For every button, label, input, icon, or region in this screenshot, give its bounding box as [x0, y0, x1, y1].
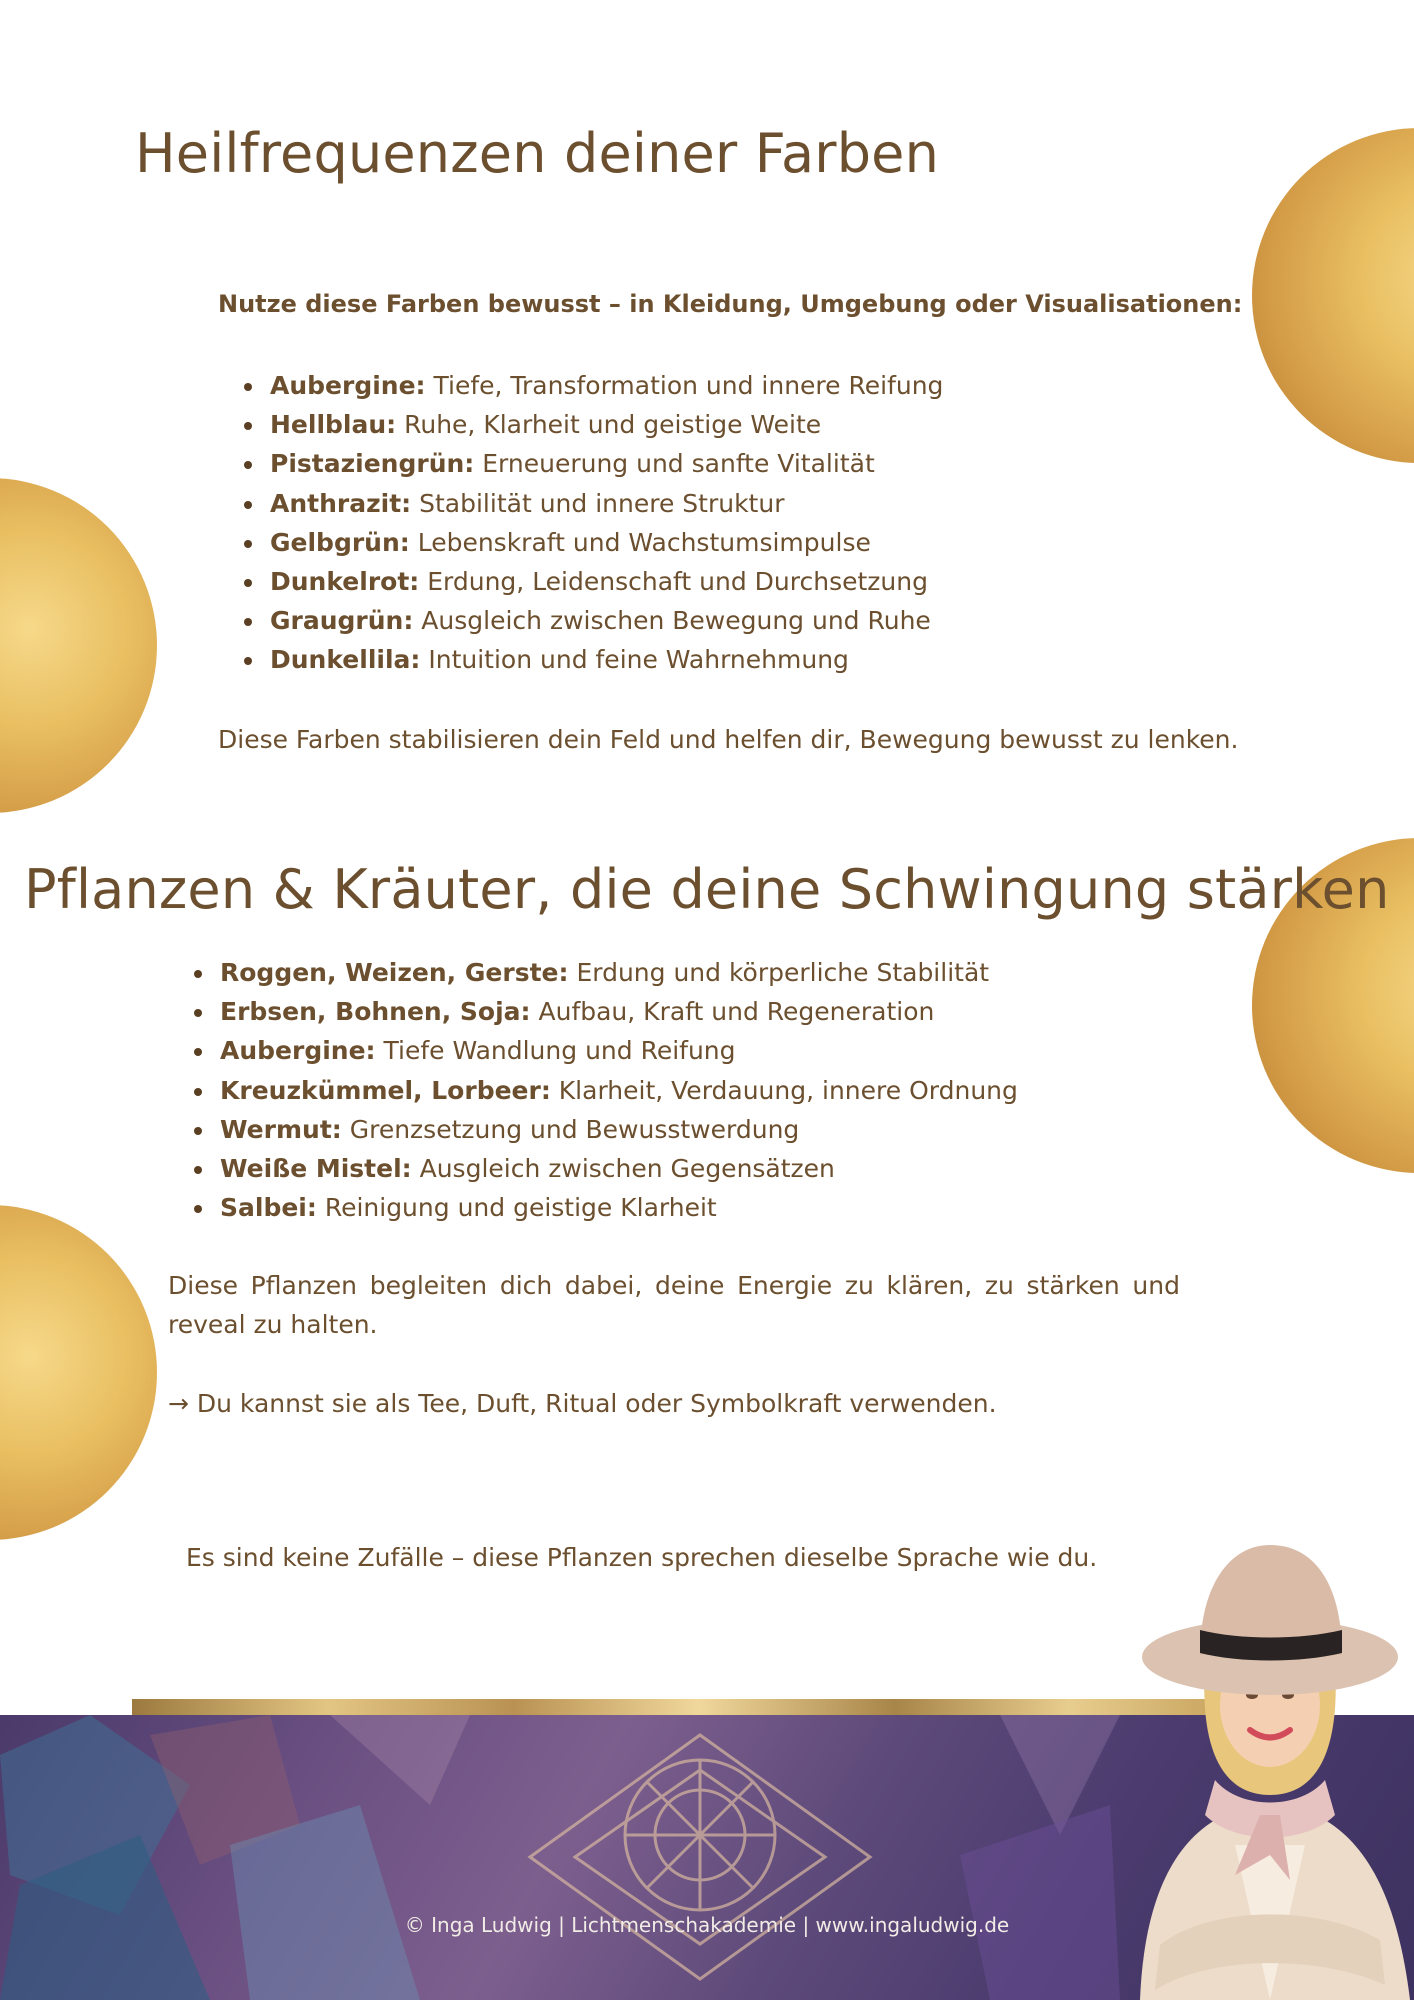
colors-closing-text: Diese Farben stabilisieren dein Feld und helfen dir, Bewegung bewusst zu lenken. — [218, 725, 1239, 754]
list-item: • Erbsen, Bohnen, Soja: Aufbau, Kraft und Regeneration — [216, 992, 1266, 1031]
list-item: • Weiße Mistel: Ausgleich zwischen Gegensätzen — [216, 1149, 1266, 1188]
list-item: • Aubergine: Tiefe Wandlung und Reifung — [216, 1031, 1266, 1070]
section-title-colors: Heilfrequenzen deiner Farben — [135, 122, 940, 185]
list-item: • Graugrün: Ausgleich zwischen Bewegung und Ruhe — [266, 601, 1266, 640]
plants-paragraph: Diese Pflanzen begleiten dich dabei, deine Energie zu klären, zu stärken und reveal zu halten. — [168, 1271, 1180, 1339]
list-item: • Wermut: Grenzsetzung und Bewusstwerdung — [216, 1110, 1266, 1149]
list-item: • Gelbgrün: Lebenskraft und Wachstumsimpulse — [266, 523, 1266, 562]
footer-copyright: © Inga Ludwig | Lichtmenschakademie | www.ingaludwig.de — [404, 1913, 1010, 1937]
list-item: • Dunkelrot: Erdung, Leidenschaft und Durchsetzung — [266, 562, 1266, 601]
plants-closing-text: Es sind keine Zufälle – diese Pflanzen sprechen dieselbe Sprache wie du. — [186, 1543, 1098, 1572]
list-item: • Roggen, Weizen, Gerste: Erdung und körperliche Stabilität — [216, 953, 1266, 992]
section-title-plants: Pflanzen & Kräuter, die deine Schwingung stärken — [24, 858, 1390, 921]
list-item: • Salbei: Reinigung und geistige Klarheit — [216, 1188, 1266, 1227]
list-item: • Anthrazit: Stabilität und innere Struktur — [266, 484, 1266, 523]
author-portrait — [1120, 1545, 1414, 2000]
list-item: • Dunkellila: Intuition und feine Wahrnehmung — [266, 640, 1266, 679]
gold-circle-decoration — [0, 1205, 157, 1540]
plant-list — [182, 953, 1266, 1227]
gold-circle-decoration — [1252, 128, 1414, 463]
plants-usage-text: → Du kannst sie als Tee, Duft, Ritual oder Symbolkraft verwenden. — [168, 1389, 997, 1418]
list-item: • Hellblau: Ruhe, Klarheit und geistige Weite — [266, 405, 1266, 444]
list-item: • Kreuzkümmel, Lorbeer: Klarheit, Verdauung, innere Ordnung — [216, 1071, 1266, 1110]
colors-lead-text: Nutze diese Farben bewusst – in Kleidung, Umgebung oder Visualisationen: — [218, 290, 1243, 318]
list-item: • Pistaziengrün: Erneuerung und sanfte Vitalität — [266, 444, 1266, 483]
color-list — [232, 366, 1266, 680]
gold-circle-decoration — [0, 478, 157, 813]
list-item: • Aubergine: Tiefe, Transformation und innere Reifung — [266, 366, 1266, 405]
